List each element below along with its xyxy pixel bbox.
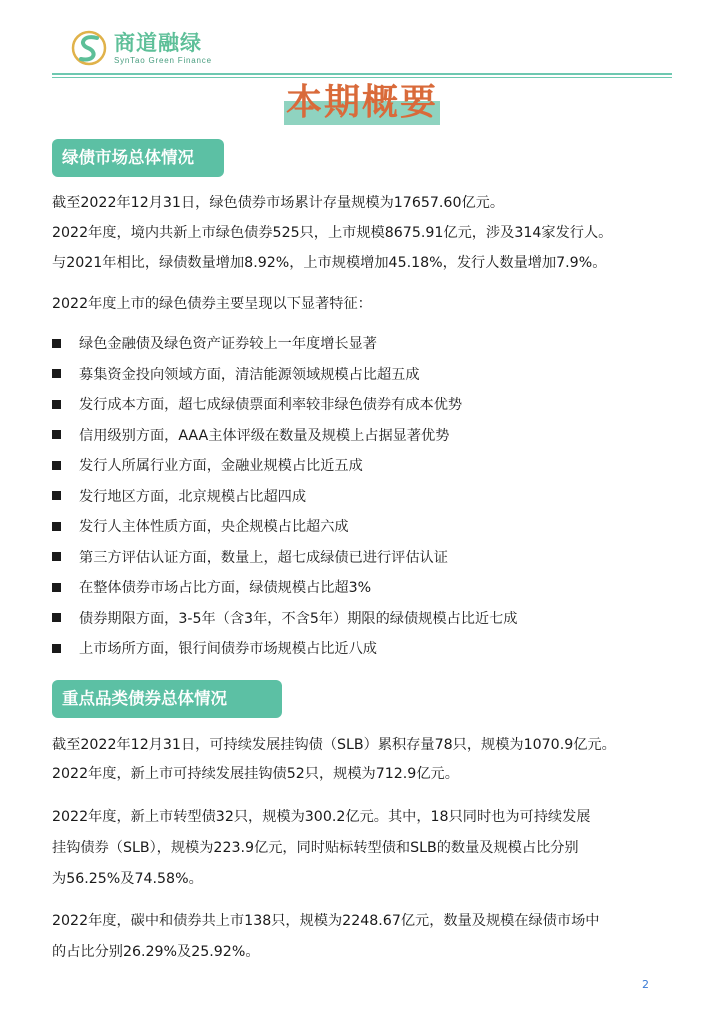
section-heading-green-bond-market: 绿债市场总体情况 xyxy=(52,139,224,177)
square-bullet-icon xyxy=(52,583,61,592)
list-item-text: 发行人主体性质方面，央企规模占比超六成 xyxy=(79,519,349,536)
list-item-text: 发行人所属行业方面，金融业规模占比近五成 xyxy=(79,458,363,475)
list-item xyxy=(52,481,517,512)
brand-logo xyxy=(70,26,212,70)
list-item xyxy=(52,572,517,603)
header-divider-thin xyxy=(52,77,672,78)
list-item-text: 募集资金投向领域方面，清洁能源领域规模占比超五成 xyxy=(79,366,420,383)
list-item xyxy=(52,633,517,664)
list-item-text: 上市场所方面，银行间债券市场规模占比近八成 xyxy=(79,641,377,658)
section2-p2-line-2: 挂钩债券（SLB），规模为223.9亿元，同时贴标转型债和SLB的数量及规模占比分别 xyxy=(52,840,579,856)
list-item-text: 第三方评估认证方面，数量上，超七成绿债已进行评估认证 xyxy=(79,549,448,566)
list-item xyxy=(52,359,517,390)
section-heading-key-bond-types: 重点品类债券总体情况 xyxy=(52,680,282,718)
square-bullet-icon xyxy=(52,552,61,561)
list-item-text: 债券期限方面，3-5年（含3年，不含5年）期限的绿债规模占比近七成 xyxy=(79,610,518,627)
list-item-text: 发行地区方面，北京规模占比超四成 xyxy=(79,488,307,505)
square-bullet-icon xyxy=(52,400,61,409)
section1-line-3: 与2021年相比，绿债数量增加8.92%，上市规模增加45.18%，发行人数量增加7.9%。 xyxy=(52,255,607,271)
list-item xyxy=(52,389,517,420)
square-bullet-icon xyxy=(52,522,61,531)
section2-p2-line-1: 2022年度，新上市转型债32只，规模为300.2亿元。其中，18只同时也为可持续发展 xyxy=(52,809,591,825)
section1-intro: 2022年度上市的绿色债券主要呈现以下显著特征： xyxy=(52,296,372,312)
square-bullet-icon xyxy=(52,369,61,378)
list-item-text: 在整体债券市场占比方面，绿债规模占比超3% xyxy=(79,580,372,597)
section2-p2-line-3: 为56.25%及74.58%。 xyxy=(52,871,203,887)
list-item xyxy=(52,603,517,634)
list-item xyxy=(52,542,517,573)
square-bullet-icon xyxy=(52,644,61,653)
syntao-logo-icon xyxy=(70,28,108,68)
logo-english-name: SynTao Green Finance xyxy=(114,55,212,65)
list-item-text: 绿色金融债及绿色资产证券较上一年度增长显著 xyxy=(79,336,377,353)
list-item xyxy=(52,450,517,481)
section2-p1-line-1: 截至2022年12月31日，可持续发展挂钩债（SLB）累积存量78只，规模为1070.9亿元。 xyxy=(52,737,616,753)
square-bullet-icon xyxy=(52,461,61,470)
feature-list xyxy=(52,328,517,664)
section2-p3-line-1: 2022年度，碳中和债券共上市138只，规模为2248.67亿元，数量及规模在绿债市场中 xyxy=(52,913,600,929)
page-number: 2 xyxy=(642,978,649,991)
section1-line-1: 截至2022年12月31日，绿色债券市场累计存量规模为17657.60亿元。 xyxy=(52,195,505,211)
list-item xyxy=(52,511,517,542)
section2-p3-line-2: 的占比分别26.29%及25.92%。 xyxy=(52,944,260,960)
section1-line-2: 2022年度，境内共新上市绿色债券525只，上市规模8675.91亿元，涉及314家发行人。 xyxy=(52,225,613,241)
page-title: 本期概要 xyxy=(285,82,438,123)
list-item xyxy=(52,328,517,359)
header-divider xyxy=(52,73,672,75)
square-bullet-icon xyxy=(52,339,61,348)
square-bullet-icon xyxy=(52,491,61,500)
square-bullet-icon xyxy=(52,430,61,439)
list-item-text: 发行成本方面，超七成绿债票面利率较非绿色债券有成本优势 xyxy=(79,397,463,414)
list-item xyxy=(52,420,517,451)
logo-chinese-name: 商道融绿 xyxy=(114,30,202,55)
square-bullet-icon xyxy=(52,613,61,622)
list-item-text: 信用级别方面，AAA主体评级在数量及规模上占据显著优势 xyxy=(79,427,450,444)
section2-p1-line-2: 2022年度，新上市可持续发展挂钩债52只，规模为712.9亿元。 xyxy=(52,766,459,782)
